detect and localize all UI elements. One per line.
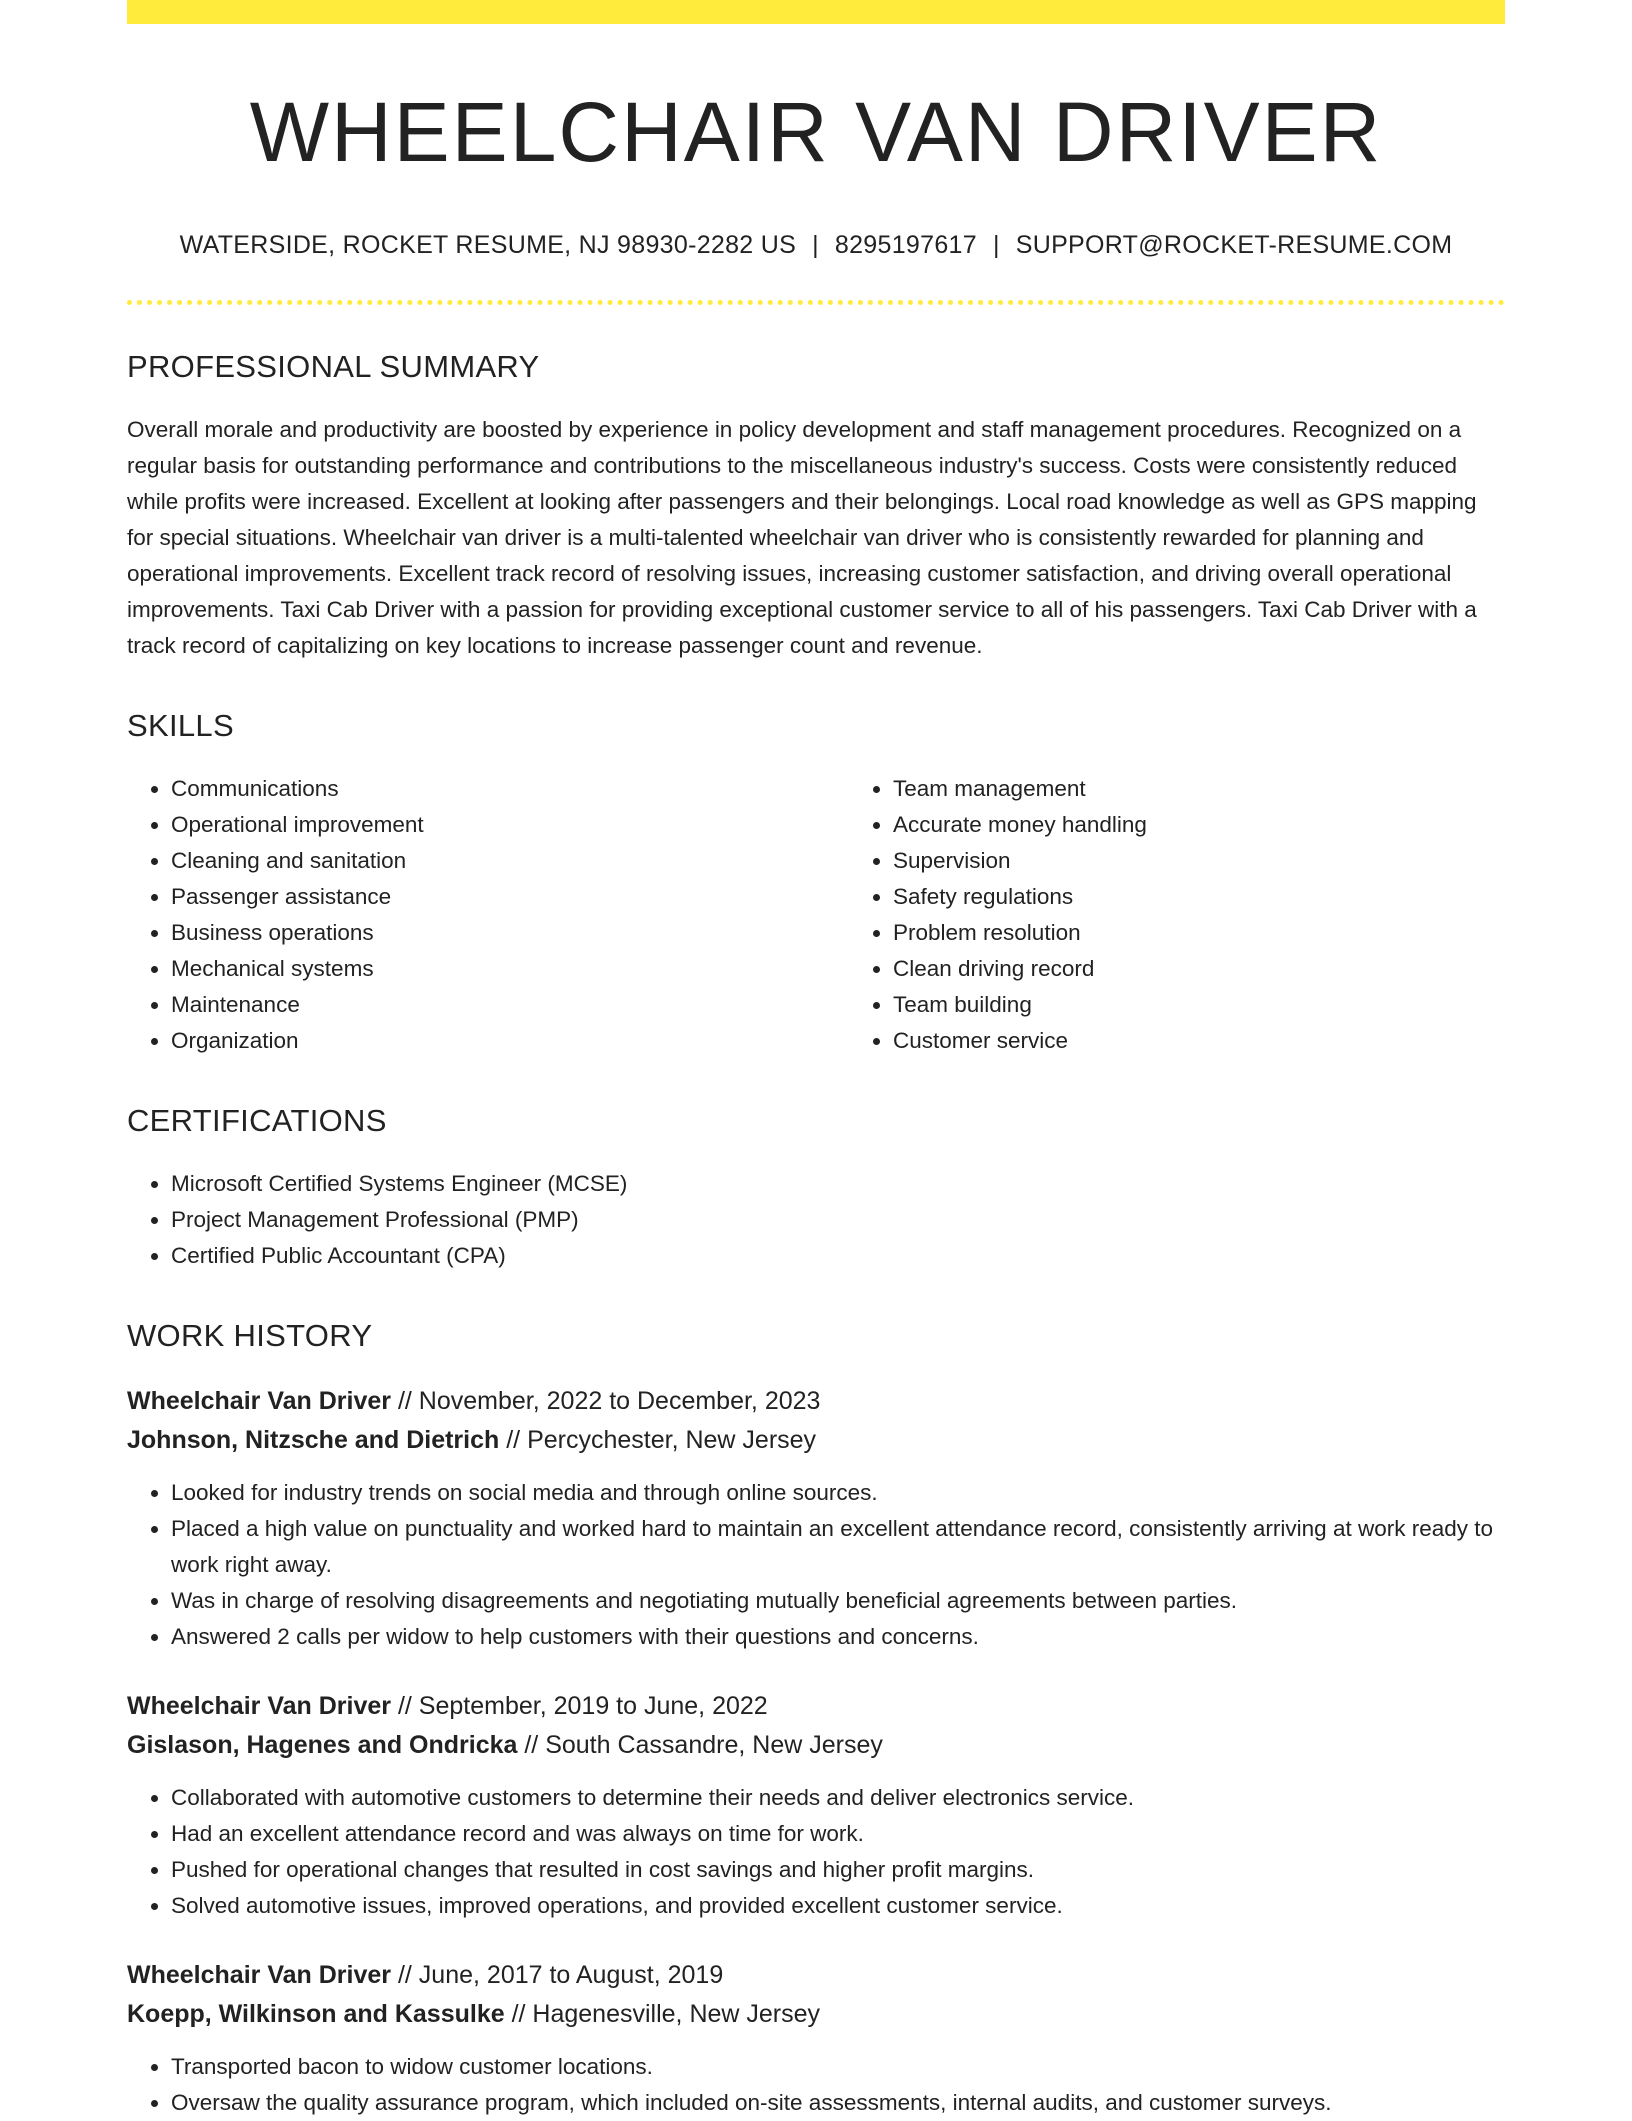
resume-content (127, 24, 1505, 2121)
job-title-line (127, 1687, 1505, 1726)
summary-text: Overall morale and productivity are boosted by experience in policy development and staff management procedures. Recognized on a regular basis for outstanding performance and contributions to the miscellaneous industry's success. Costs were consistently reduced while profits were increased. Excellent at looking after passengers and their belongings. Local road knowledge as well as GPS mapping for special situations. Wheelchair van driver is a multi-talented wheelchair van driver who is consistently rewarded for planning and operational improvements. Excellent track record of resolving issues, increasing customer satisfaction, and driving overall operational improvements. Taxi Cab Driver with a passion for providing exceptional customer service to all of his passengers. Taxi Cab Driver with a track record of capitalizing on key locations to increase passenger count and revenue. (127, 416, 1477, 658)
certification-item: • Certified Public Accountant (CPA) (171, 1238, 1505, 1274)
skill-item: • Mechanical systems (171, 951, 849, 987)
job-entry (127, 1956, 1505, 2121)
job-bullet: • Transported bacon to widow customer locations. (171, 2049, 1505, 2085)
accent-top-bar (127, 0, 1505, 24)
job-title-line (127, 1956, 1505, 1995)
job-bullet: • Answered 2 calls per widow to help customers with their questions and concerns. (171, 1619, 1505, 1655)
skills-list-right (849, 771, 1571, 1059)
skill-item: • Customer service (893, 1023, 1571, 1059)
skills-columns (127, 771, 1505, 1059)
job-company-line (127, 1726, 1505, 1765)
contact-line (127, 231, 1505, 260)
skill-item: • Communications (171, 771, 849, 807)
job-company-line (127, 1421, 1505, 1460)
contact-separator: | (812, 230, 819, 259)
contact-email: SUPPORT@ROCKET-RESUME.COM (1015, 230, 1453, 259)
resume-name: WHEELCHAIR VAN DRIVER (249, 85, 1383, 179)
contact-phone: 8295197617 (834, 230, 977, 259)
skill-item: • Team management (893, 771, 1571, 807)
skill-item: • Safety regulations (893, 879, 1571, 915)
contact-address: WATERSIDE, ROCKET RESUME, NJ 98930-2282 US (179, 230, 797, 259)
job-bullet: • Looked for industry trends on social media and through online sources. (171, 1475, 1505, 1511)
job-bullet: • Oversaw the quality assurance program, which included on-site assessments, internal audits, and customer surveys. (171, 2085, 1505, 2121)
skill-item: • Clean driving record (893, 951, 1571, 987)
summary-heading: PROFESSIONAL SUMMARY (127, 348, 540, 384)
skill-item: • Problem resolution (893, 915, 1571, 951)
job-title: Wheelchair Van Driver (127, 1386, 392, 1415)
job-entry (127, 1382, 1505, 1655)
skill-item: • Business operations (171, 915, 849, 951)
certifications-list (127, 1166, 1505, 1274)
job-dates: // November, 2022 to December, 2023 (397, 1386, 821, 1415)
certification-item: • Project Management Professional (PMP) (171, 1202, 1505, 1238)
skill-item: • Accurate money handling (893, 807, 1571, 843)
job-bullets (127, 1780, 1505, 1924)
job-bullet: • Solved automotive issues, improved operations, and provided excellent customer service. (171, 1888, 1505, 1924)
job-company: Koepp, Wilkinson and Kassulke (127, 1999, 505, 2028)
work-history-heading: WORK HISTORY (127, 1317, 373, 1353)
job-title: Wheelchair Van Driver (127, 1691, 392, 1720)
job-location: // Hagenesville, New Jersey (511, 1999, 821, 2028)
skill-item: • Cleaning and sanitation (171, 843, 849, 879)
certifications-heading: CERTIFICATIONS (127, 1102, 387, 1138)
skill-item: • Operational improvement (171, 807, 849, 843)
job-bullet: • Collaborated with automotive customers to determine their needs and deliver electronics service. (171, 1780, 1505, 1816)
job-entry (127, 1687, 1505, 1924)
job-bullet: • Was in charge of resolving disagreements and negotiating mutually beneficial agreements between parties. (171, 1583, 1505, 1619)
job-title-line (127, 1382, 1505, 1421)
contact-separator: | (992, 230, 1000, 259)
skills-list-left (127, 771, 849, 1059)
skill-item: • Team building (893, 987, 1571, 1023)
certification-item: • Microsoft Certified Systems Engineer (MCSE) (171, 1166, 1505, 1202)
skill-item: • Organization (171, 1023, 849, 1059)
skill-item: • Passenger assistance (171, 879, 849, 915)
skills-heading: SKILLS (127, 707, 234, 743)
job-bullet: • Had an excellent attendance record and was always on time for work. (171, 1816, 1505, 1852)
skill-item: • Supervision (893, 843, 1571, 879)
job-location: // Percychester, New Jersey (506, 1425, 817, 1454)
skill-item: • Maintenance (171, 987, 849, 1023)
job-dates: // September, 2019 to June, 2022 (397, 1691, 768, 1720)
job-title: Wheelchair Van Driver (127, 1960, 392, 1989)
job-bullet: • Placed a high value on punctuality and worked hard to maintain an excellent attendance record, consistently arriving at work ready to work right away. (171, 1511, 1505, 1583)
job-company-line (127, 1995, 1505, 2034)
job-location: // South Cassandre, New Jersey (524, 1730, 883, 1759)
job-company: Gislason, Hagenes and Ondricka (127, 1730, 518, 1759)
job-dates: // June, 2017 to August, 2019 (397, 1960, 724, 1989)
job-bullets (127, 2049, 1505, 2121)
job-company: Johnson, Nitzsche and Dietrich (127, 1425, 500, 1454)
dotted-divider (127, 300, 1505, 305)
job-bullets (127, 1475, 1505, 1655)
job-bullet: • Pushed for operational changes that resulted in cost savings and higher profit margins. (171, 1852, 1505, 1888)
